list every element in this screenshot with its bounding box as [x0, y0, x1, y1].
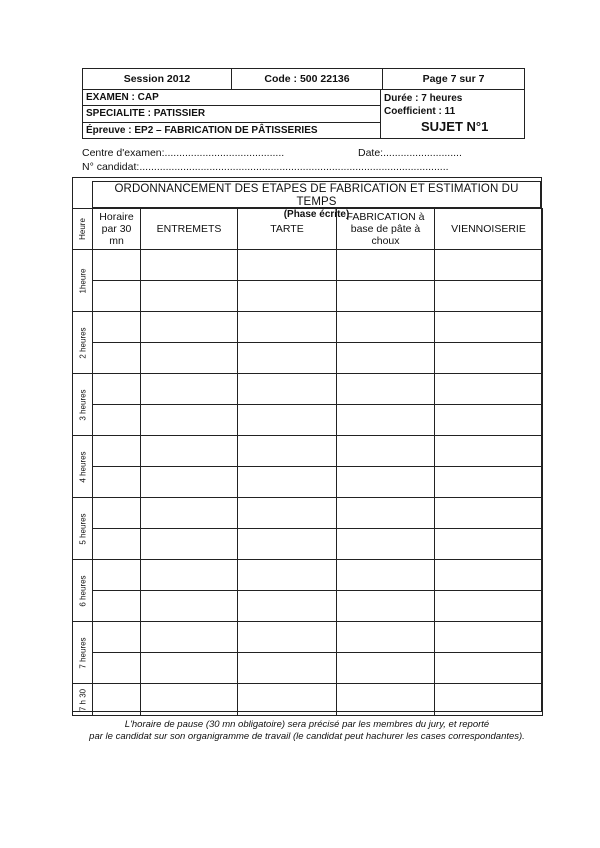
- hour-3: 3 heures: [73, 374, 93, 436]
- centre-examen-field[interactable]: Centre d'examen:.........................................: [82, 147, 285, 159]
- epreuve-label: Épreuve : EP2 – FABRICATION DE PÂTISSERIES: [86, 124, 318, 136]
- pause-note-line-2: par le candidat sur son organigramme de travail (le candidat peut hachurer les cases correspondantes).: [89, 731, 525, 742]
- col-tarte: TARTE: [238, 209, 337, 250]
- table-cell[interactable]: [93, 374, 141, 405]
- table-cell[interactable]: [337, 343, 435, 374]
- pause-note: [72, 719, 542, 743]
- col-viennoiserie: VIENNOISERIE: [435, 209, 543, 250]
- table-cell[interactable]: [93, 250, 141, 281]
- col-fabrication: FABRICATION à base de pâte à choux: [337, 209, 435, 250]
- table-cell[interactable]: [238, 653, 337, 684]
- table-cell[interactable]: [93, 653, 141, 684]
- table-cell[interactable]: [141, 467, 238, 498]
- table-cell[interactable]: [337, 436, 435, 467]
- hour-2: 2 heures: [73, 312, 93, 374]
- table-cell[interactable]: [238, 312, 337, 343]
- table-cell[interactable]: [93, 312, 141, 343]
- table-cell[interactable]: [238, 529, 337, 560]
- table-cell[interactable]: [93, 560, 141, 591]
- hour-1: 1heure: [73, 250, 93, 312]
- table-cell[interactable]: [93, 622, 141, 653]
- table-cell[interactable]: [435, 374, 543, 405]
- col-horaire: Horaire par 30 mn: [93, 209, 141, 250]
- table-cell[interactable]: [141, 560, 238, 591]
- hour-6: 6 heures: [73, 560, 93, 622]
- col-entremets: ENTREMETS: [141, 209, 238, 250]
- table-cell[interactable]: [141, 591, 238, 622]
- table-cell[interactable]: [141, 436, 238, 467]
- date-field[interactable]: Date:...........................: [358, 147, 462, 159]
- table-cell[interactable]: [93, 529, 141, 560]
- table-cell[interactable]: [435, 684, 543, 716]
- table-cell[interactable]: [141, 498, 238, 529]
- table-cell[interactable]: [337, 405, 435, 436]
- schedule-title: ORDONNANCEMENT DES ETAPES DE FABRICATION ET ESTIMATION DU TEMPS: [114, 183, 519, 208]
- table-cell[interactable]: [238, 622, 337, 653]
- page-label: Page 7 sur 7: [422, 73, 485, 85]
- table-cell[interactable]: [141, 684, 238, 716]
- duree-label: Durée : 7 heures: [384, 93, 463, 104]
- table-cell[interactable]: [435, 560, 543, 591]
- table-cell[interactable]: [238, 343, 337, 374]
- table-cell[interactable]: [93, 467, 141, 498]
- hour-4: 4 heures: [73, 436, 93, 498]
- table-cell[interactable]: [141, 312, 238, 343]
- table-cell[interactable]: [141, 250, 238, 281]
- hour-7: 7 heures: [73, 622, 93, 684]
- table-cell[interactable]: [435, 622, 543, 653]
- table-cell[interactable]: [435, 467, 543, 498]
- table-cell[interactable]: [93, 591, 141, 622]
- table-cell[interactable]: [238, 405, 337, 436]
- table-cell[interactable]: [93, 436, 141, 467]
- table-cell[interactable]: [337, 684, 435, 716]
- table-cell[interactable]: [337, 622, 435, 653]
- table-cell[interactable]: [238, 281, 337, 312]
- table-cell[interactable]: [93, 498, 141, 529]
- table-cell[interactable]: [141, 281, 238, 312]
- table-cell[interactable]: [337, 498, 435, 529]
- specialite-label: SPECIALITE : PATISSIER: [83, 106, 380, 122]
- table-cell[interactable]: [238, 591, 337, 622]
- table-cell[interactable]: [435, 653, 543, 684]
- table-cell[interactable]: [93, 405, 141, 436]
- table-cell[interactable]: [337, 250, 435, 281]
- table-cell[interactable]: [337, 312, 435, 343]
- table-cell[interactable]: [238, 250, 337, 281]
- table-cell[interactable]: [238, 374, 337, 405]
- table-cell[interactable]: [435, 436, 543, 467]
- table-cell[interactable]: [435, 250, 543, 281]
- table-cell[interactable]: [435, 591, 543, 622]
- hour-5: 5 heures: [73, 498, 93, 560]
- col-heure: Heure: [73, 209, 93, 250]
- table-cell[interactable]: [337, 653, 435, 684]
- schedule-subtitle: (Phase écrite): [283, 209, 350, 220]
- coefficient-label: Coefficient : 11: [384, 106, 456, 117]
- table-cell[interactable]: [337, 467, 435, 498]
- table-cell[interactable]: [238, 436, 337, 467]
- table-cell[interactable]: [238, 684, 337, 716]
- table-cell[interactable]: [141, 653, 238, 684]
- table-cell[interactable]: [141, 622, 238, 653]
- exam-header: [82, 68, 525, 139]
- table-cell[interactable]: [93, 684, 141, 716]
- table-cell[interactable]: [141, 343, 238, 374]
- table-cell[interactable]: [435, 281, 543, 312]
- hour-7h30: 7 h 30: [73, 684, 93, 716]
- table-cell[interactable]: [337, 281, 435, 312]
- table-cell[interactable]: [435, 529, 543, 560]
- table-cell[interactable]: [435, 498, 543, 529]
- table-cell[interactable]: [238, 467, 337, 498]
- table-cell[interactable]: [435, 405, 543, 436]
- table-cell[interactable]: [238, 560, 337, 591]
- table-cell[interactable]: [93, 343, 141, 374]
- schedule-title-box: [92, 181, 541, 220]
- table-cell[interactable]: [141, 405, 238, 436]
- table-cell[interactable]: [337, 591, 435, 622]
- table-cell[interactable]: [141, 529, 238, 560]
- session-label: Session 2012: [83, 69, 232, 89]
- table-cell[interactable]: [337, 529, 435, 560]
- table-cell[interactable]: [141, 374, 238, 405]
- table-cell[interactable]: [337, 560, 435, 591]
- candidat-field[interactable]: N° candidat:..........................................................................................................: [82, 161, 449, 173]
- table-cell[interactable]: [435, 343, 543, 374]
- code-label: Code : 500 22136: [232, 69, 383, 89]
- table-cell[interactable]: [337, 374, 435, 405]
- table-cell[interactable]: [435, 312, 543, 343]
- sujet-label: SUJET N°1: [421, 119, 489, 134]
- schedule-table: [72, 208, 543, 716]
- table-cell[interactable]: [93, 281, 141, 312]
- table-cell[interactable]: [238, 498, 337, 529]
- examen-label: EXAMEN : CAP: [83, 90, 380, 106]
- pause-note-line-1: L'horaire de pause (30 mn obligatoire) sera précisé par les membres du jury, et reporté: [124, 719, 490, 730]
